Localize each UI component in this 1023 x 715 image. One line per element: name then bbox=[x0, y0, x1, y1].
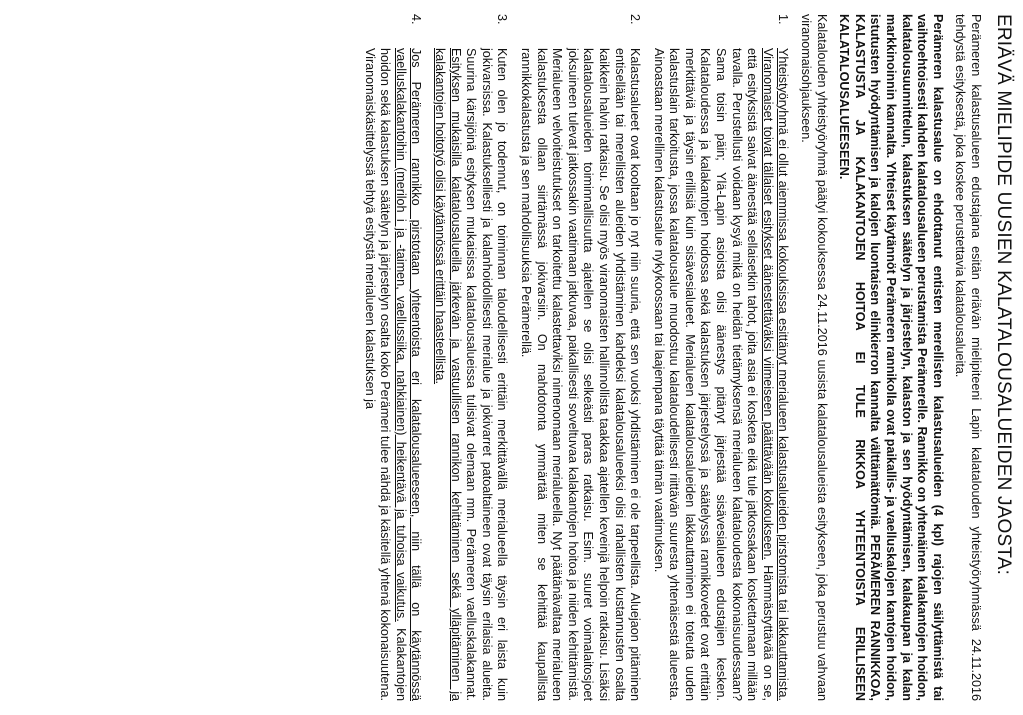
list-item bbox=[361, 14, 423, 701]
list-item-text: Kalakantojen hoidon sekä kalastuksen säätelyn ja järjestelyn osalta koko Perämeri tulee nähdä ja käsitellä yhtenä kokonaisuutena. Viranomaiskäsittelyssä tehtyä esitystä merialueen kalastuksen ja bbox=[362, 48, 408, 701]
list-item-number: 1. bbox=[776, 14, 791, 25]
list-item-number: 2. bbox=[628, 14, 643, 25]
list-item-text: Kalastusalueet ovat kooltaan jo nyt niin suuria, että sen vuoksi yhdistäminen ei ole tarpeellista. Aluejaon pitäminen entisellään tai merellisten alueiden yhdistäminen kahdeksi kalatalousalueeksi olisi rahallisten kustannusten osalta kaikkein halvin ratkaisu. Se olisi myös viranomaisten hallinnollista taakkaa ajatellen keveinjä helpoin ratkaisu. Lisäksi kalatalousalueiden toiminnallisuutta ajatellen se olisi selkeästi paras ratkaisu. Esim. suuret voimalaitosjoet joksuineen tulevat jatkossakin vaatimaan jatkuvaa, paikallisesti soveltuvaa kalakantojen hoitoa ja niiden kehittämistä. Merialueen velvoiteistutukset on tarkoitettu kalastettaviksi nimenomaan merialueella. Nyt päätänävaltaa merialueen kalastuksesta ollaan siirtämässä jokivarsiin. On mahdotonta ymmärtää miten se kehittää kaupallista rannikkokalastusta ja sen mahdollisuuksia Perämerellä. bbox=[518, 48, 643, 701]
intro-paragraph: Perämeren kalastusalueen edustajana esitän eriävän mielipiteeni Lapin kalatalouden yhteistyöryhmässä 24.11.2016 tehdystä esityksestä, joka koskee perustettavia kalatalousalueita. bbox=[953, 14, 983, 701]
list-item-underlined-text: Esityksen mukaisilla kalatalousalueilla järkevän ja vastuullisen rannikon kehittäminen sekä ylläpitäminen ja kalakantojen hoitotyö olisi käytännössä erittäin haasteellista. bbox=[433, 48, 463, 701]
list-item-text: Kuten olen jo todennut, on toiminnan taloudellisesti erittäin merkittävällä merialueella täysin eri laista kuin jokivarsissa. Kalastukselliesti ja kalanhoidollisesti merialue ja jokivarret patoaltaineen ovat täysin erilaisia alueita. Suurina kärsijöinä esityksen mukaisissa kalatalousalueissa tulisivat olemaan mm. Perämeren vaelluskalakannat. bbox=[464, 48, 510, 701]
list-item bbox=[650, 14, 790, 701]
list-item-number: 4. bbox=[409, 14, 424, 25]
list-item-number: 3. bbox=[495, 14, 510, 25]
list-item-text: Hämmästyttävää on se, että esityksistä saivat äänestää sellaisetkin tahot, joita asia ei kosketa eikä tule jatkossakaan koskettamaan millään tavalla. Perustellusti voidaan kysyä mikä on heidän tietämyksensä merialueen kalataloudesta kokonaisuudessaan? Sama toisin päin; Ylä-Lapin asioista olisi äänestys pitänyt järjestää sisävesialueen edustajien kesken. Kalataloudessa ja kalakantojen hoidossa sekä kalastuksen järjestelyssä ja säätelyssä rannikkovedet ovat erittäin merkittäviä ja täysin erillisiä kuin sisävesialueet. Merialueen kalatalousalueiden lakkauttaminen ei toteuta uuden kalastuslain tarkoitusta, jossa kalatalousalue muodostuu kalataloudellisesti riittävän suuresta yhtenäisestä alueesta. Ainoastaan merellinen kalastusalue nykykoossaan tai laajempana täyttää tämän vaatimuksen. bbox=[651, 48, 775, 701]
list-item bbox=[517, 14, 642, 701]
summary-paragraph: Perämeren kalastusalue on ehdottanut entisten merellisten kalastusalueiden (4 kpl) rajojen säilyttämistä tai vaihtoehtoisesti kahden kalatalousalueen perustamista Perämerelle. Rannikko on yhtenäinen kalakantojen hoidon, kalatalousuunnittelun, kalastuksen säätelyn ja järjestelyn, kalaston ja sen hyödyntämisen, kalakaupan ja kalan markkinoinnin kannalta. Yhteiset käytännöt Perämeren rannikolla ovat paikallis- ja vaelluskalojen kantojen hoidon, istutusten hyödyntämisen ja kalojen luontaisen elinkierron kannalta välttämättömiä. PERÄMEREN RANNIKKOA, KALASTUSTA JA KALAKANTOJEN HOITOA EI TULE RIKKOA YHTEENTOISTA ERILLISEEN KALATALOUSALUEESEEN. bbox=[837, 14, 945, 701]
page-title: ERIÄVÄ MIELIPIDE UUSIEN KALATALOUSALUEIDEN JAOSTA: bbox=[993, 14, 1014, 576]
numbered-list bbox=[361, 14, 790, 701]
list-item-underlined-text: Yhteistyöryhmä ei ollut aiemmissa kokouksissa esittänyt merialueen kalastusalueiden pirstomista tai lakkauttamista. Viranomaiset toivat tällaiset esitykset äänestettäväksi viimeiseen päättävään kokoukseen. bbox=[760, 48, 791, 701]
decision-paragraph: Kalatalouden yhteistyöryhmä päätyi kokouksessa 24.11.2016 uusista kalatalousalueista esitykseen, joka perustuu vahvaan viranomaisohjaukseen. bbox=[799, 14, 829, 701]
list-item-underlined-text: Jos Perämeren rannikko pirstotaan yhteentoista eri kalatalousalueeseen, niin tällä on käytännössä vaelluskalakantoihin (meriloh i ja -taimen, vaellussiika, nahkiainen) heikentävä ja tuhoisa vaikutus. bbox=[393, 48, 424, 701]
list-item bbox=[431, 14, 509, 701]
